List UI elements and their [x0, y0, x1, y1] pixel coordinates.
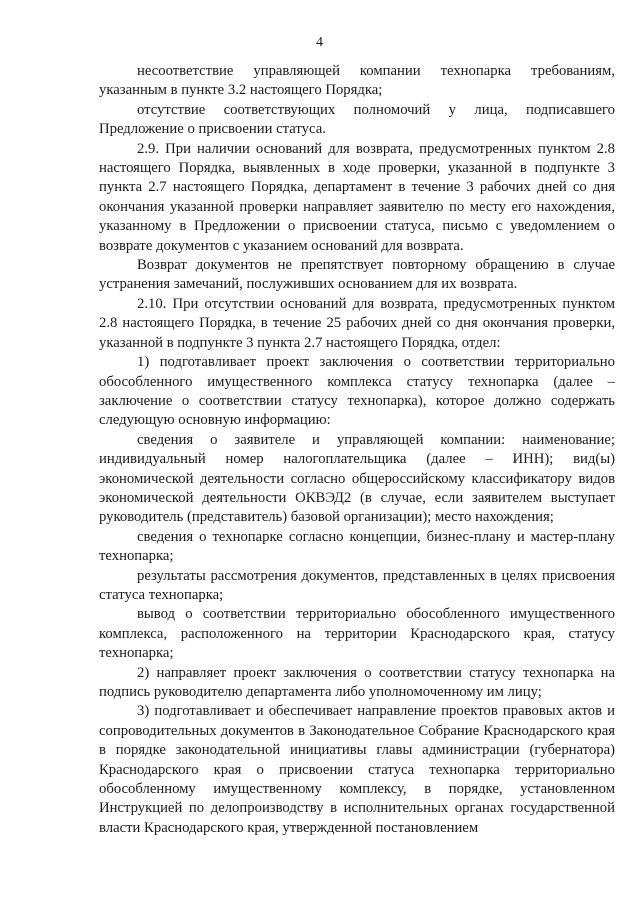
paragraph-item-1: 1) подготавливает проект заключения о соответствии территориально обособленного имущественного комплекса статусу технопарка (далее – заключение о соответствии статусу технопарка), которое должно содержать следующую основную информацию: [99, 354, 615, 429]
paragraph-item-3: 3) подготавливает и обеспечивает направление проектов правовых актов и сопроводительных документов в Законодательное Собрание Краснодарского края в порядке законодательной инициативы главы администрации (губернатора) Краснодарского края о присвоении статуса технопарка территориально обособленному имущественному комплексу, в порядке, установленном Инструкцией по делопроизводству в исполнительных органах государственной власти Краснодарского края, утвержденной постановлением [99, 703, 615, 836]
paragraph-no-authority: отсутствие соответствующих полномочий у лица, подписавшего Предложение о присвоении статуса. [99, 101, 615, 138]
paragraph-return-not-prevent: Возврат документов не препятствует повторному обращению в случае устранения замечаний, послуживших основанием для их возврата. [99, 257, 615, 293]
paragraph-technopark-info: сведения о технопарке согласно концепции, бизнес-плану и мастер-плану технопарка; [99, 528, 615, 565]
paragraph-review-results: результаты рассмотрения документов, представленных в целях присвоения статуса технопарка; [99, 567, 615, 603]
paragraph-conclusion: вывод о соответствии территориально обособленного имущественного комплекса, расположенного на территории Краснодарского края, статусу технопарка; [99, 606, 615, 662]
paragraph-2-10: 2.10. При отсутствии оснований для возврата, предусмотренных пунктом 2.8 настоящего Порядка, в течение 25 рабочих дней со дня окончания проверки, указанной в подпункте 3 пункта 2.7 настоящего Порядка, отдел: [99, 295, 615, 351]
paragraph-2-9: 2.9. При наличии оснований для возврата, предусмотренных пунктом 2.8 настоящего Порядка, выявленных в ходе проверки, указанной в подпункте 3 пункта 2.7 настоящего Порядка, департамент в течение 3 рабочих дней со дня окончания указанной проверки направляет заявителю по месту его нахождения, указанному в Предложении о присвоении статуса, письмо с уведомлением о возврате документов с указанием оснований для возврата. [99, 140, 615, 254]
document-body [99, 62, 615, 838]
paragraph-non-compliance: несоответствие управляющей компании технопарка требованиям, указанным в пункте 3.2 настоящего Порядка; [99, 63, 615, 99]
paragraph-item-2: 2) направляет проект заключения о соответствии статусу технопарка на подпись руководителю департамента либо уполномоченному им лицу; [99, 664, 615, 700]
page-number: 4 [316, 35, 323, 50]
paragraph-applicant-info: сведения о заявителе и управляющей компании: наименование; индивидуальный номер налогоплательщика (далее – ИНН); вид(ы) экономической деятельности согласно общероссийскому классификатору видов экономической деятельности ОКВЭД2 (в случае, если заявителем выступает руководитель (представитель) базовой организации); место нахождения; [99, 431, 615, 526]
